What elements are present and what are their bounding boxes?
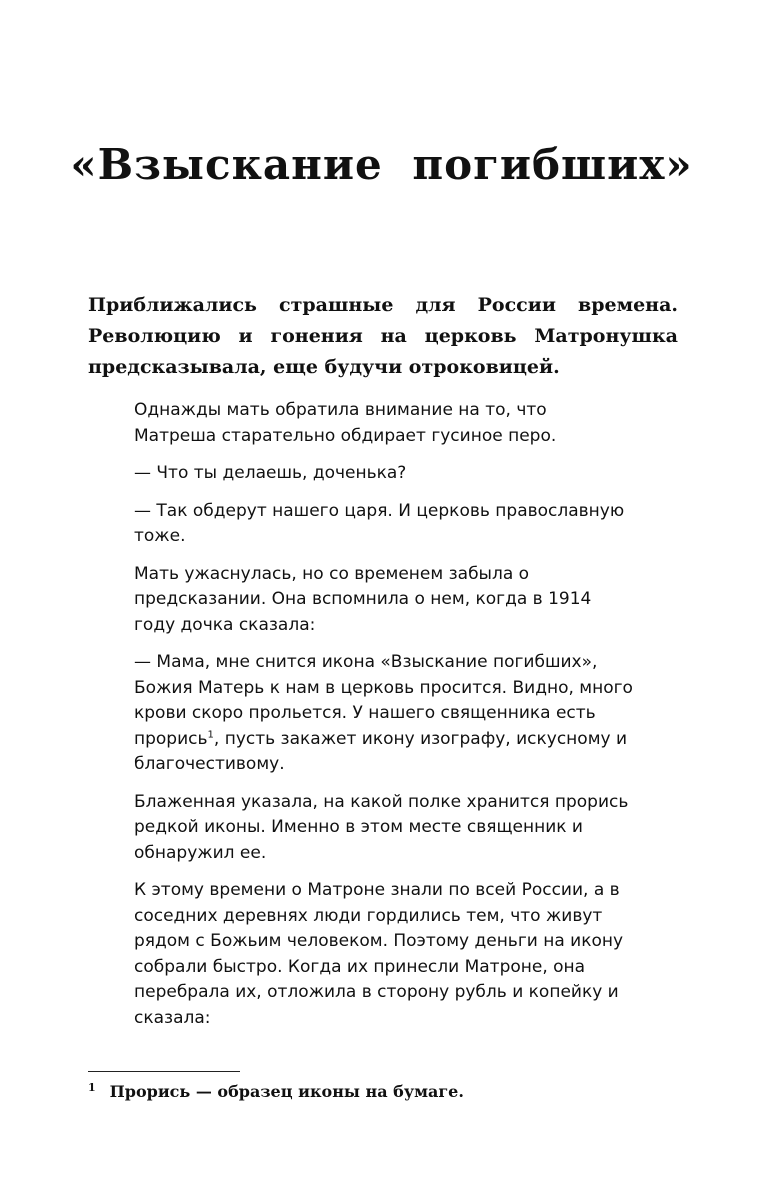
paragraph-3: — Так обдерут нашего царя. И церковь православную тоже. (134, 500, 625, 546)
paragraph-2: — Что ты делаешь, доченька? (134, 463, 407, 483)
lead-paragraph: Приближались страшные для России времена. Революцию и гонения на церковь Матронушка предсказывала, еще будучи отроковицей. (88, 294, 678, 378)
footnote-text: Прорись — образец иконы на бумаге. (109, 1082, 464, 1101)
footnote-reference: 1 (207, 728, 214, 740)
paragraph-5-text: — Мама, мне снится икона «Взыскание погибших», Божия Матерь к нам в церковь просится. Видно, много крови скоро прольется. У нашего священника есть прорись (134, 652, 633, 749)
paragraph-5-continuation: пусть закажет икону изографу, искусному и благочестивому. (134, 728, 628, 774)
paragraph-5: — Мама, мне снится икона «Взыскание погибших», Божия Матерь к нам в церковь просится. Видно, много крови скоро прольется. У нашего священника есть прорись$^1$, пусть закажет икону изографу, искусному и благочестивому. (134, 652, 633, 774)
chapter-title: «Взыскание погибших» (70, 140, 693, 189)
paragraph-4: Мать ужаснулась, но со временем забыла о предсказании. Она вспомнила о нем, когда в 1914 году дочка сказала: (134, 563, 592, 635)
footnote-divider (88, 1071, 240, 1072)
body-text (134, 398, 634, 1043)
paragraph-6: Блаженная указала, на какой полке хранится прорись редкой иконы. Именно в этом месте священник и обнаружил ее. (134, 791, 629, 863)
footnote-number: 1 (88, 1080, 96, 1094)
paragraph-1: Однажды мать обратила внимание на то, что Матреша старательно обдирает гусиное перо. (134, 400, 557, 446)
footnote (88, 1080, 678, 1104)
paragraph-7: К этому времени о Матроне знали по всей России, а в соседних деревнях люди гордились тем, что живут рядом с Божьим человеком. Поэтому деньги на икону собрали быстро. Когда их принесли Матроне, она перебрала их, отложила в сторону рубль и копейку и сказала: (134, 880, 624, 1028)
